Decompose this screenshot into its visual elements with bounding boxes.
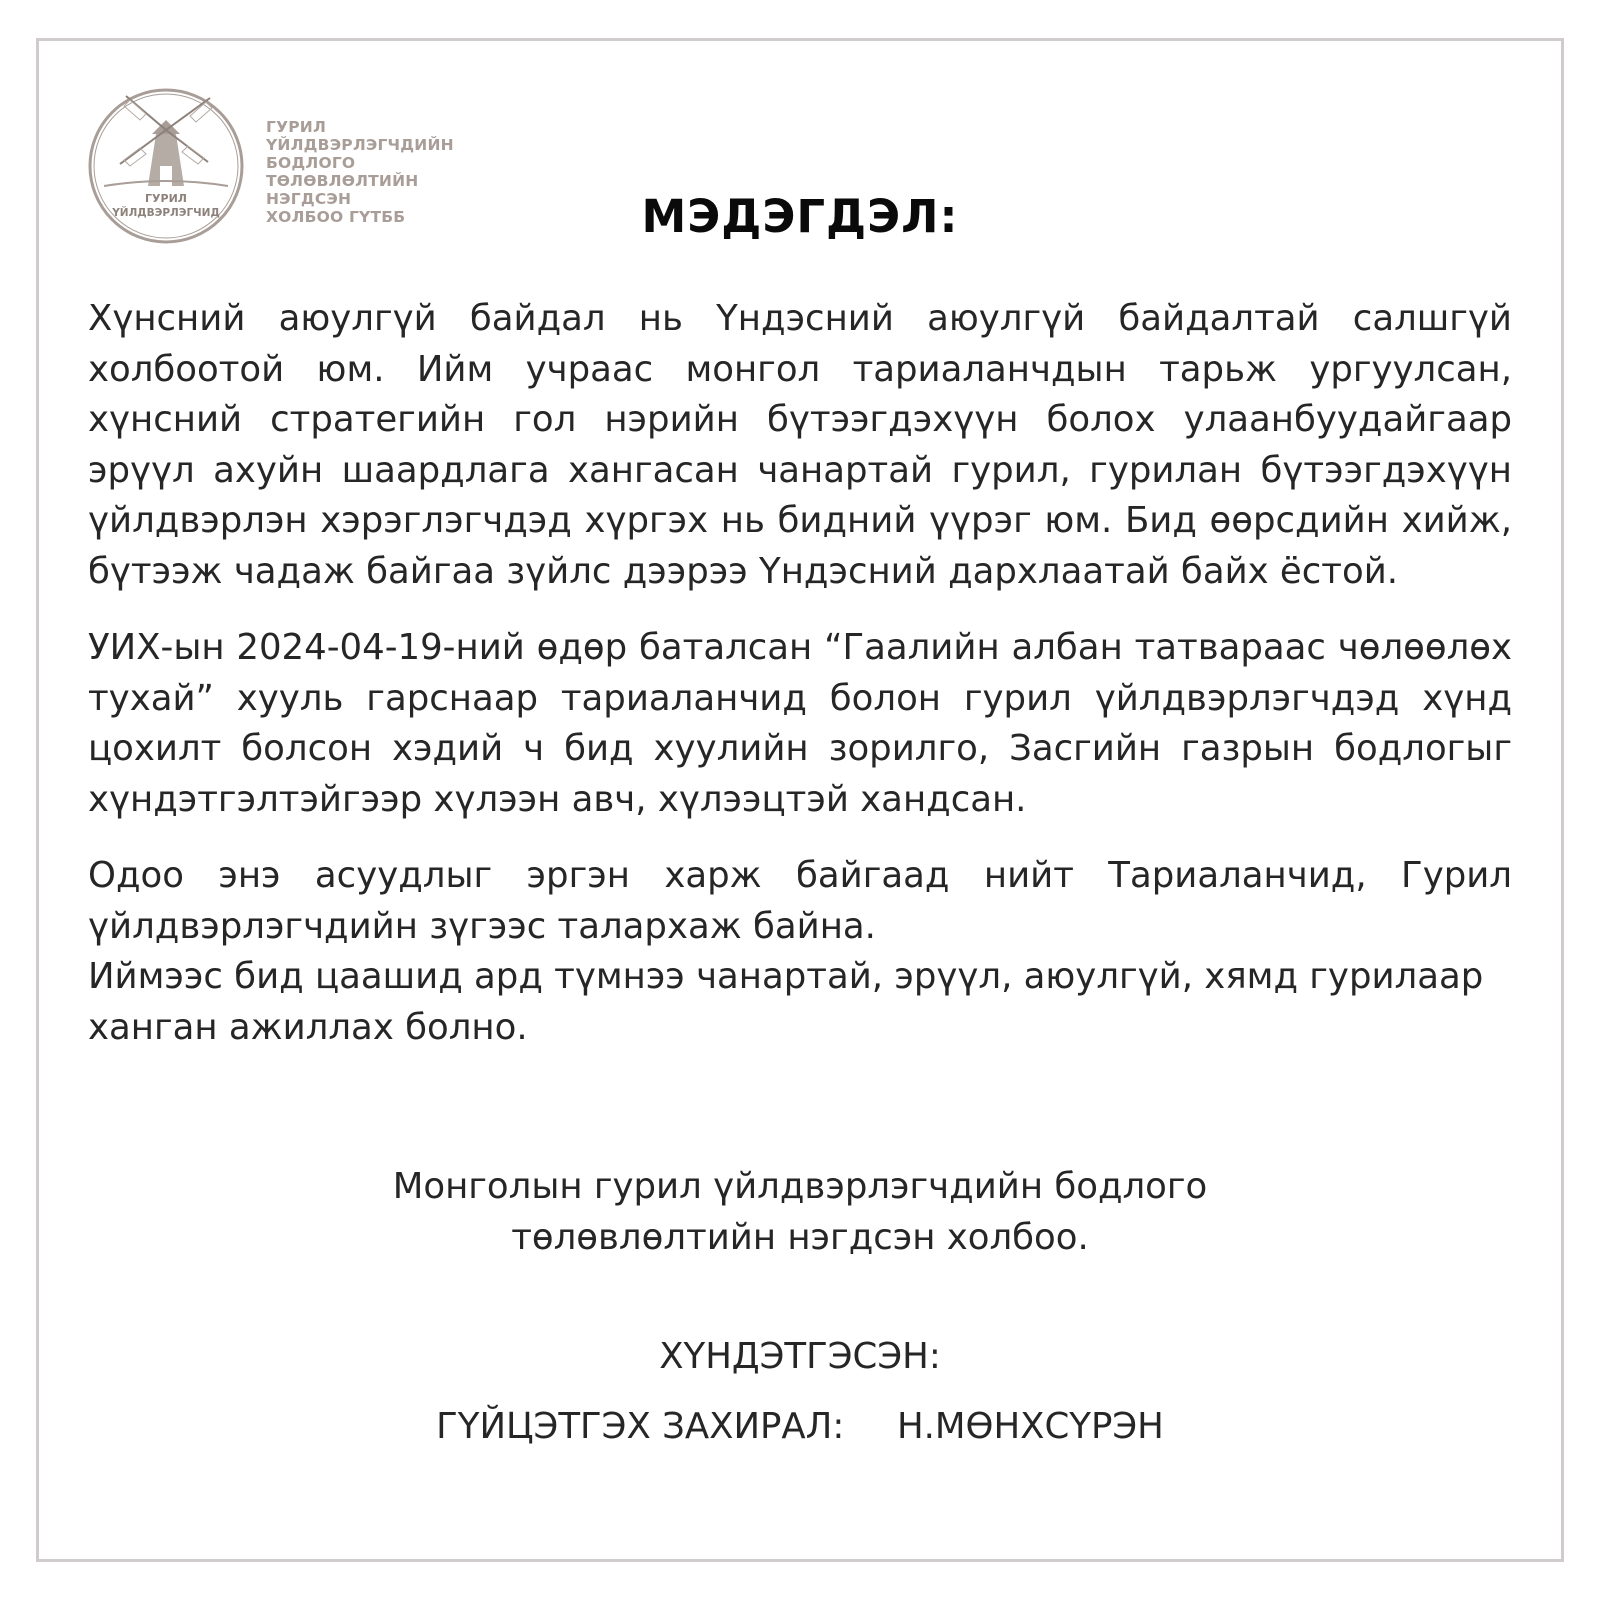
closing-salutation: ХҮНДЭТГЭСЭН: — [659, 1336, 941, 1377]
logo-emblem-line1: ГУРИЛ — [145, 192, 187, 205]
logo-text-line: ҮЙЛДВЭРЛЭГЧДИЙН — [266, 136, 454, 154]
logo-text-line: ХОЛБОО ГҮТББ — [266, 208, 406, 226]
paragraph: Иймээс бид цаашид ард түмнээ чанартай, эрүүл, аюулгүй, хямд гурилаар ханган ажиллах болно. — [88, 956, 1484, 1048]
logo-text-line: ТӨЛӨВЛӨЛТИЙН — [266, 172, 419, 190]
signatory-name: Н.МӨНХСҮРЭН — [896, 1406, 1164, 1447]
signatory-position: ГҮЙЦЭТГЭХ ЗАХИРАЛ: — [436, 1406, 845, 1447]
page-title: МЭДЭГДЭЛ: — [641, 190, 959, 243]
organization-name — [0, 1162, 1600, 1263]
logo-text-line: ГУРИЛ — [266, 118, 327, 136]
logo-text-line: НЭГДСЭН — [266, 190, 352, 208]
signatory-line — [0, 1402, 1600, 1453]
announcement-body — [88, 294, 1512, 1079]
paragraph: Хүнсний аюулгүй байдал нь Үндэсний аюулгүй байдалтай салшгүй холбоотой юм. Ийм учраас монгол тариаланчдын тарьж ургуулсан, хүнсний стратегийн гол нэрийн бүтээгдэхүүн болох улаанбуудайгаар эрүүл ахуйн шаардлага хангасан чанартай гурил, гурилан бүтээгдэхүүн үйлдвэрлэн хэрэглэгчдэд хүргэх нь бидний үүрэг юм. Бид өөрсдийн хийж, бүтээж чадаж байгаа зүйлс дээрээ Үндэсний дархлаатай байх ёстой. — [88, 298, 1512, 592]
organization-line: Монголын гурил үйлдвэрлэгчдийн бодлого — [392, 1166, 1208, 1207]
paragraph: УИХ-ын 2024-04-19-ний өдөр баталсан “Гаалийн албан татвараас чөлөөлөх тухай” хууль гарснаар тариаланчид болон гурил үйлдвэрлэгчдэд хүнд цохилт болсон хэдий ч бид хуулийн зорилго, Засгийн газрын бодлогыг хүндэтгэлтэйгээр хүлээн авч, хүлээцтэй хандсан. — [88, 627, 1512, 820]
paragraph: Одоо энэ асуудлыг эргэн харж байгаад нийт Тариаланчид, Гурил үйлдвэрлэгчдийн зүгээс талархаж байна. — [88, 855, 1512, 947]
logo-text-line: БОДЛОГО — [266, 154, 356, 172]
organization-line: төлөвлөлтийн нэгдсэн холбоо. — [511, 1216, 1089, 1258]
logo-emblem-line2: ҮЙЛДВЭРЛЭГЧИД — [112, 207, 220, 219]
